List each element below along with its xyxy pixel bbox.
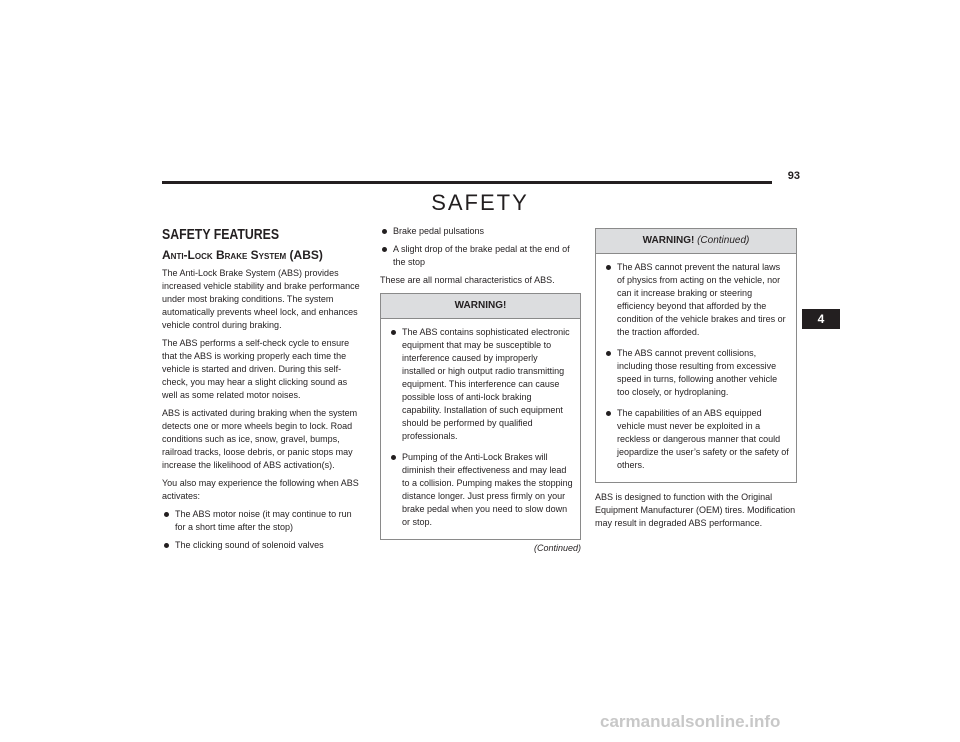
- header-rule: [162, 181, 772, 184]
- chapter-tab[interactable]: 4: [802, 309, 840, 329]
- list-item: [380, 225, 581, 238]
- paragraph: ABS is designed to function with the Original Equipment Manufacturer (OEM) tires. Modification may result in degraded ABS performance.: [595, 492, 796, 528]
- list-item-text: A slight drop of the brake pedal at the end of the stop: [393, 244, 570, 267]
- warning-item-text: The ABS cannot prevent collisions, including those resulting from excessive speed in turns, following another vehicle too closely, or hydroplaning.: [617, 348, 778, 397]
- list-item: [380, 243, 581, 269]
- warning-continued-label: (Continued): [697, 235, 750, 246]
- warning-body: [596, 254, 796, 482]
- bullet-icon: [391, 330, 396, 335]
- column-right: [595, 228, 797, 535]
- watermark: carmanualsonline.info: [600, 712, 781, 731]
- bullet-icon: [382, 247, 387, 252]
- warning-item-text: The ABS contains sophisticated electronic equipment that may be susceptible to interference caused by improperly installed or high output radio transmitting equipment. This interference can cause possible loss of anti-lock braking capability. Installation of such equipment should be performed by qualified professionals.: [402, 327, 570, 441]
- warning-header: [596, 229, 796, 254]
- paragraph: These are all normal characteristics of ABS.: [380, 275, 555, 285]
- column-middle: [380, 225, 581, 555]
- bullet-icon: [164, 512, 169, 517]
- warning-item: [604, 261, 789, 339]
- section-title: SAFETY FEATURES: [162, 226, 280, 243]
- paragraph: ABS is activated during braking when the system detects one or more wheels begin to lock. Road conditions such as ice, snow, gravel, bumps, railroad tracks, loose debris, or panic stops may increase the likelihood of ABS activation(s).: [162, 408, 358, 470]
- list-item: [162, 539, 364, 552]
- warning-body: [381, 319, 580, 539]
- bullet-icon: [606, 265, 611, 270]
- paragraph: You also may experience the following when ABS activates:: [162, 478, 359, 501]
- bullet-icon: [382, 229, 387, 234]
- warning-item: [604, 347, 789, 399]
- warning-title: WARNING!: [642, 235, 695, 246]
- bullet-icon: [164, 543, 169, 548]
- subsection-title: Anti-Lock Brake System (ABS): [162, 248, 323, 262]
- list-item-text: The ABS motor noise (it may continue to run for a short time after the stop): [175, 509, 352, 532]
- bullet-icon: [391, 455, 396, 460]
- chapter-title: SAFETY: [431, 190, 529, 215]
- list-item: [162, 508, 364, 534]
- column-left: [162, 228, 364, 557]
- warning-box: [380, 293, 581, 540]
- list-item-text: The clicking sound of solenoid valves: [175, 540, 324, 550]
- warning-item-text: The capabilities of an ABS equipped vehicle must never be exploited in a reckless or dangerous manner that could jeopardize the user’s safety or the safety of others.: [617, 408, 789, 470]
- page-number: 93: [787, 170, 800, 182]
- warning-item: [389, 451, 573, 529]
- bullet-icon: [606, 411, 611, 416]
- warning-item-text: Pumping of the Anti-Lock Brakes will diminish their effectiveness and may lead to a collision. Pumping makes the stopping distance longer. Just press firmly on your brake pedal when you need to slow down or stop.: [402, 452, 573, 527]
- warning-title: WARNING!: [381, 294, 580, 319]
- bullet-icon: [606, 351, 611, 356]
- continued-label: (Continued): [533, 543, 581, 553]
- warning-box-continued: [595, 228, 797, 483]
- warning-item: [389, 326, 573, 443]
- paragraph: The ABS performs a self-check cycle to ensure that the ABS is working properly each time the vehicle is started and driven. During this self-check, you may hear a slight clicking sound as well as some related motor noises.: [162, 338, 350, 400]
- list-item-text: Brake pedal pulsations: [393, 226, 485, 236]
- warning-item: [604, 407, 789, 472]
- warning-item-text: The ABS cannot prevent the natural laws of physics from acting on the vehicle, nor can it increase braking or steering efficiency beyond that afforded by the condition of the vehicle brakes and tires or the traction afforded.: [617, 262, 786, 337]
- paragraph: The Anti-Lock Brake System (ABS) provides increased vehicle stability and brake performance under most braking conditions. The system automatically prevents wheel lock, and enhances vehicle control during braking.: [162, 268, 360, 330]
